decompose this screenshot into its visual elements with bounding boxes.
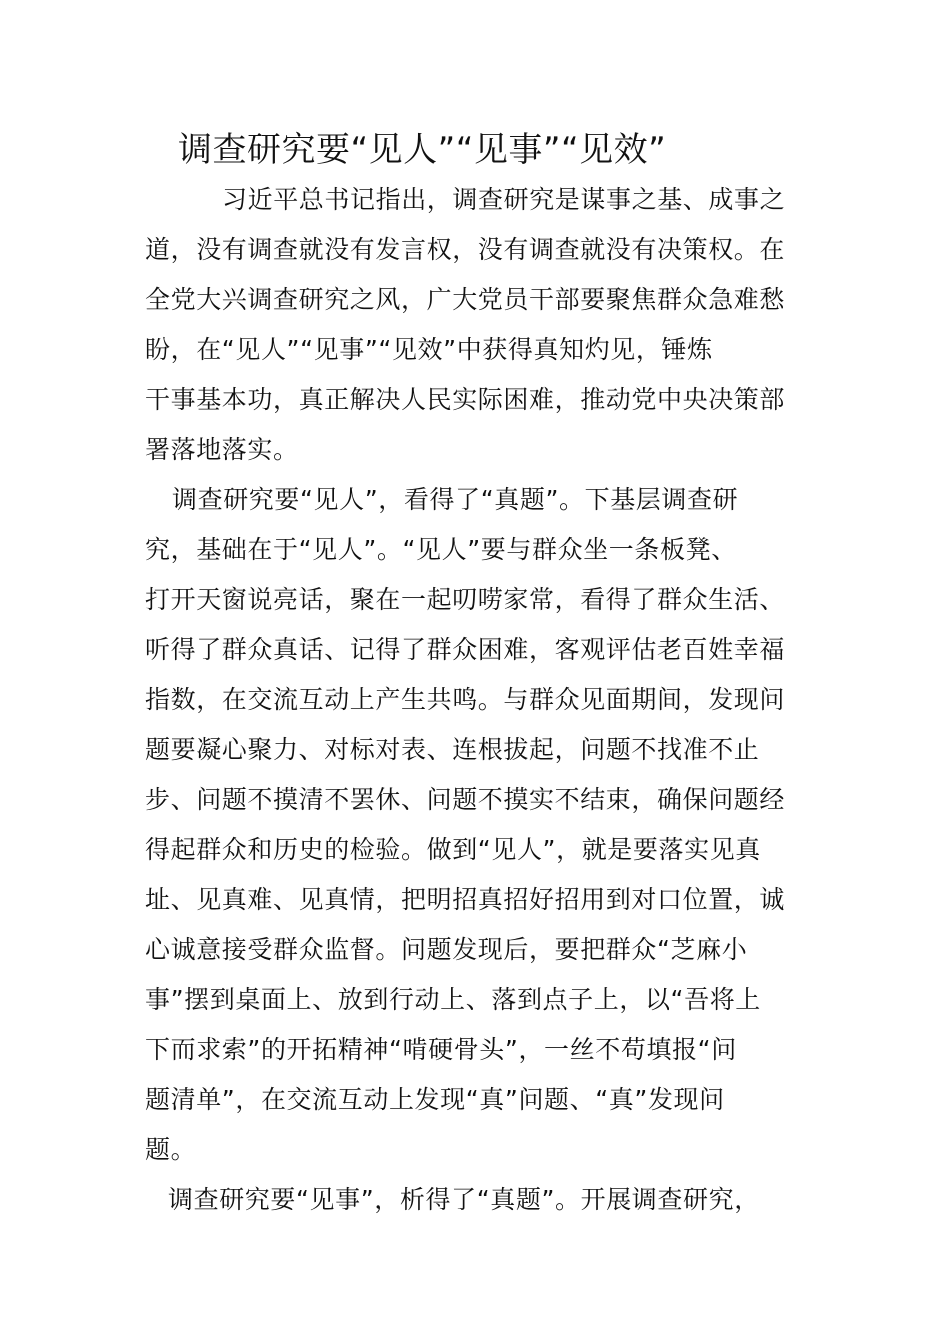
paragraph-2-line-8: 得起群众和历史的检验。做到“见人”，就是要落实见真 (145, 835, 761, 864)
paragraph-2-line-9: 址、见真难、见真情，把明招真招好招用到对口位置，诚 (145, 885, 786, 914)
paragraph-2-line-13: 题清单”，在交流互动上发现“真”问题、“真”发现问 (145, 1085, 725, 1114)
paragraph-1-line-3: 全党大兴调查研究之风，广大党员干部要聚焦群众急难愁 (145, 285, 786, 314)
paragraph-2-line-10: 心诚意接受群众监督。问题发现后，要把群众“芝麻小 (145, 935, 748, 964)
paragraph-2-line-1: 调查研究要“见人”，看得了“真题”。下基层调查研 (172, 485, 739, 514)
paragraph-2-line-7: 步、问题不摸清不罢休、问题不摸实不结束，确保问题经 (145, 785, 786, 814)
paragraph-2-line-5: 指数，在交流互动上产生共鸣。与群众见面期间，发现问 (145, 685, 786, 714)
paragraph-3-line-1: 调查研究要“见事”，析得了“真题”。开展调查研究， (168, 1185, 760, 1214)
paragraph-2-line-3: 打开天窗说亮话，聚在一起叨唠家常，看得了群众生活、 (145, 585, 786, 614)
paragraph-2-line-11: 事”摆到桌面上、放到行动上、落到点子上，以“吾将上 (145, 985, 761, 1014)
paragraph-1-line-1: 习近平总书记指出，调查研究是谋事之基、成事之 (222, 185, 786, 214)
document-title: 调查研究要“见人”“见事”“见效” (178, 130, 667, 170)
paragraph-2-line-2: 究，基础在于“见人”。“见人”要与群众坐一条板凳、 (145, 535, 737, 564)
paragraph-1-line-2: 道，没有调查就没有发言权，没有调查就没有决策权。在 (145, 235, 786, 264)
paragraph-1-line-5: 干事基本功，真正解决人民实际困难，推动党中央决策部 (145, 385, 786, 414)
paragraph-2-line-12: 下而求索”的开拓精神“啃硬骨头”，一丝不苟填报“问 (145, 1035, 737, 1064)
paragraph-2-line-6: 题要凝心聚力、对标对表、连根拔起，问题不找准不止 (145, 735, 760, 764)
paragraph-1-line-6: 署落地落实。 (145, 435, 299, 464)
paragraph-2-line-4: 听得了群众真话、记得了群众困难，客观评估老百姓幸福 (145, 635, 786, 664)
paragraph-2-line-14: 题。 (145, 1135, 197, 1164)
paragraph-1-line-4: 盼，在“见人”“见事”“见效”中获得真知灼见，锤炼 (145, 335, 713, 364)
